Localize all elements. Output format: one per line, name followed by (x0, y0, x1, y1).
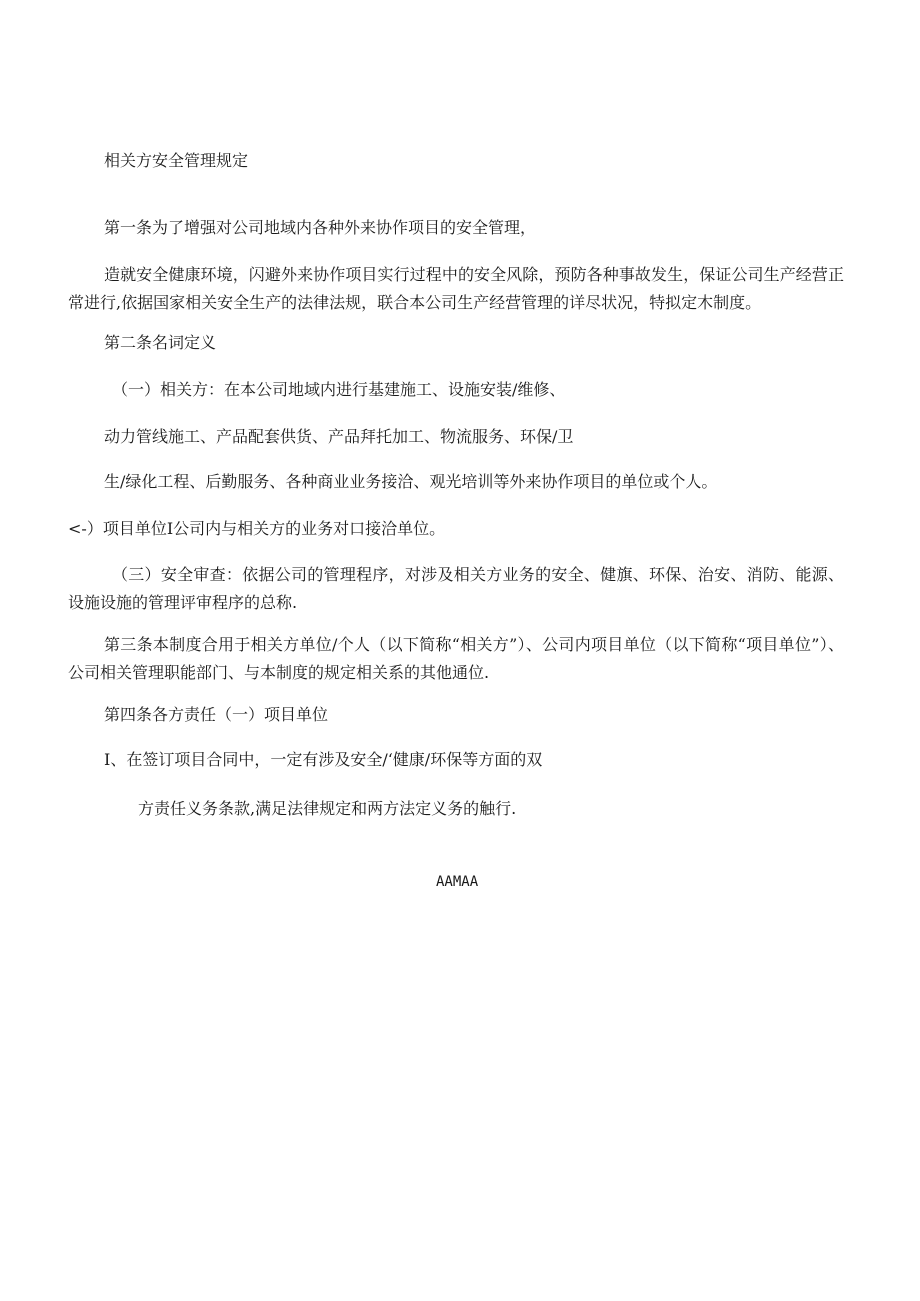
article-1-body: 造就安全健康环境，闪避外来协作项目实行过程中的安全风除，预防各种事故发生，保证公司生产经营正常进行,依据国家相关安全生产的法律法规，联合本公司生产经营管理的详尽状况，特拟定木制度。 (68, 265, 844, 312)
article-3: 第三条本制度合用于相关方单位/个人（以下简称“相关方”）、公司内项目单位（以下简称“项目单位”）、公司相关管理职能部门、与本制度的规定相关系的其他通位. (68, 635, 844, 682)
footer-mark: AAMAA (436, 874, 479, 890)
article-1-first-line: 第一条为了增强对公司地域内各种外来协作项目的安全管理， (104, 218, 537, 237)
article-4-heading: 第四条各方责任（一）项目单位 (104, 705, 329, 724)
definition-3: （三）安全审查：依据公司的管理程序，对涉及相关方业务的安全、健旗、环保、治安、消防、能源、设施设施的管理评审程序的总称. (68, 565, 844, 612)
definition-1-line-2: 动力管线施工、产品配套供货、产品拜托加工、物流服务、环保/卫 (104, 427, 574, 446)
document-title: 相关方安全管理规定 (104, 151, 249, 170)
item-1-line-1: I、在签订项目合同中，一定有涉及安全/‘健康/环保等方面的双 (104, 750, 543, 769)
definition-1-line-1: （一）相关方：在本公司地域内进行基建施工、设施安装/维修、 (112, 380, 566, 399)
item-1-line-2: 方责任义务条款,满足法律规定和两方法定义务的触行. (138, 799, 517, 818)
definition-1-line-3: 生/绿化工程、后勤服务、各种商业业务接洽、观光培训等外来协作项目的单位或个人。 (104, 472, 718, 491)
article-2-heading: 第二条名词定义 (104, 333, 217, 352)
definition-2: <-）项目单位I公司内与相关方的业务对口接洽单位。 (68, 519, 446, 538)
